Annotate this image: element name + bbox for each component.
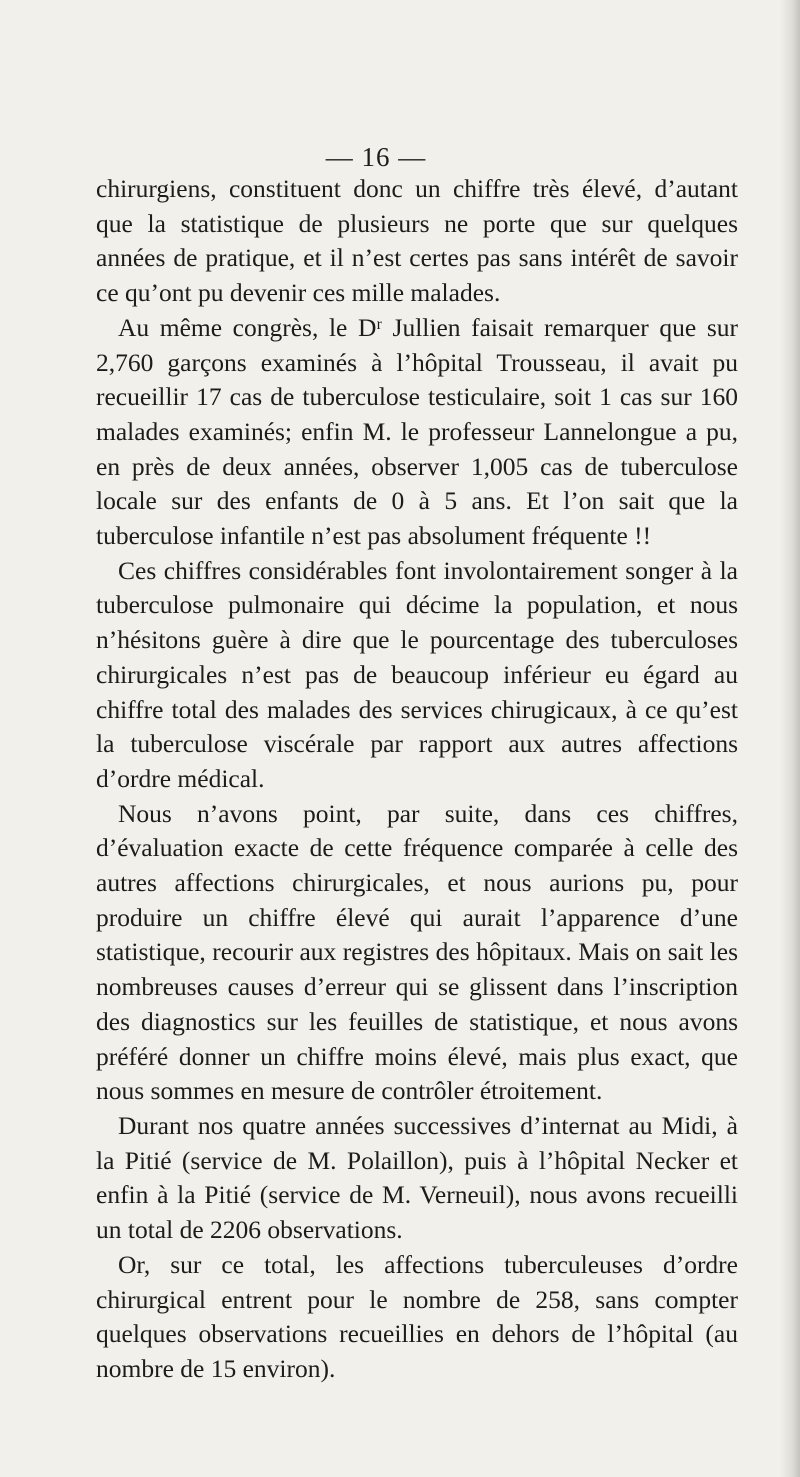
body-text bbox=[96, 172, 738, 1387]
paragraph: Nous n’avons point, par suite, dans ces chiffres, d’évaluation exacte de cette fréquence comparée à celle des autres affections chirurgicales, et nous aurions pu, pour produire un chiffre élevé qui aurait l’apparence d’une statistique, recourir aux registres des hôpitaux. Mais on sait les nombreuses causes d’erreur qui se glissent dans l’inscription des diagnostics sur les feuilles de statistique, et nous avons préféré donner un chiffre moins élevé, mais plus exact, que nous sommes en mesure de contrôler étroitement. bbox=[96, 798, 738, 1106]
paragraph: chirurgiens, constituent donc un chiffre très élevé, d’autant que la statistique de plusieurs ne porte que sur quelques années de pratique, et il n’est certes pas sans intérêt de savoir ce qu’ont pu devenir ces mille malades. bbox=[96, 174, 738, 308]
page-number: — 16 — bbox=[325, 142, 427, 172]
paragraph: Or, sur ce total, les affections tuberculeuses d’ordre chirurgical entrent pour le nombre de 258, sans compter quelques observations recueillies en dehors de l’hôpital (au nombre de 15 environ). bbox=[96, 1249, 738, 1383]
page-edge-shadow bbox=[780, 0, 800, 1477]
paragraph: Durant nos quatre années successives d’internat au Midi, à la Pitié (service de M. Polaillon), puis à l’hôpital Necker et enfin à la Pitié (service de M. Verneuil), nous avons recueilli un total de 2206 observations. bbox=[96, 1110, 738, 1245]
paragraph: Au même congrès, le Dʳ Jullien faisait remarquer que sur 2,760 garçons examinés à l’hôpital Trousseau, il avait pu recueillir 17 cas de tuberculose testiculaire, soit 1 cas sur 160 malades examinés; enfin M. le professeur Lannelongue a pu, en près de deux années, observer 1,005 cas de tuberculose locale sur des enfants de 0 à 5 ans. Et l’on sait que la tuberculose infantile n’est pas absolument fréquente !! bbox=[96, 312, 738, 551]
paragraph: Ces chiffres considérables font involontairement songer à la tuberculose pulmonaire qui décime la population, et nous n’hésitons guère à dire que le pourcentage des tuberculoses chirurgicales n’est pas de beaucoup inférieur eu égard au chiffre total des malades des services chirugicaux, à ce qu’est la tuberculose viscérale par rapport aux autres affections d’ordre médical. bbox=[96, 555, 738, 793]
